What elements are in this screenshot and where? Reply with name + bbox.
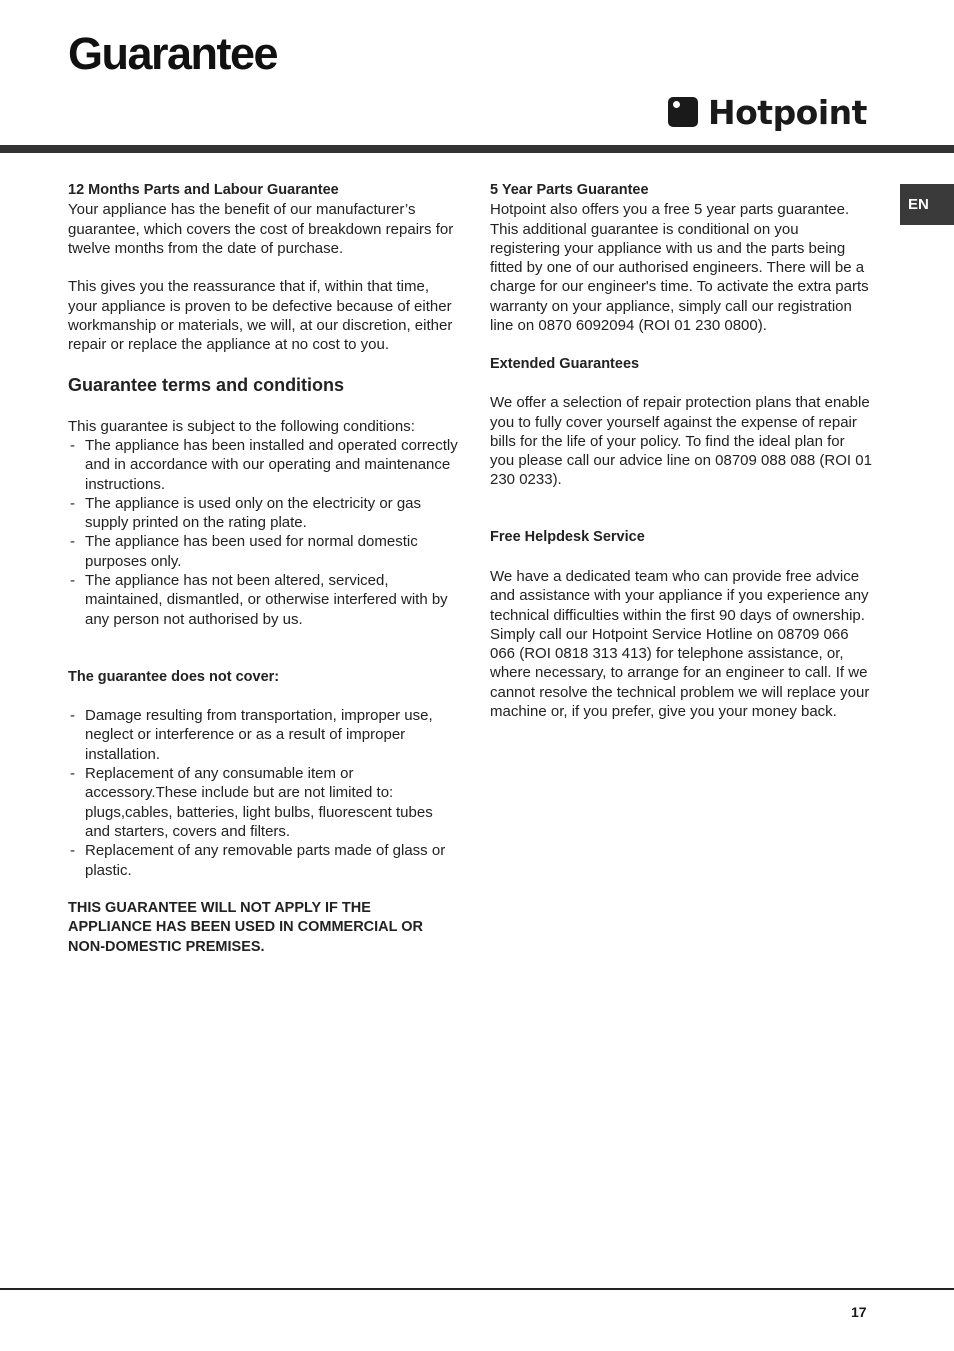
five-year-paragraph: Hotpoint also offers you a free 5 year parts guarantee. This additional guarantee is conditional on you registering your appliance with us and the parts being fitted by one of our authorised engineers. There will be a charge for our engineer's time. To activate the extra parts warranty on your appliance, simply call our registration line on 0870 6092094 (ROI 01 230 0800). — [490, 201, 869, 335]
terms-intro: This guarantee is subject to the following conditions: — [68, 417, 415, 435]
parts-labour-paragraph-1: Your appliance has the benefit of our manufacturer’s guarantee, which covers the cost of breakdown repairs for twelve months from the date of purchase. — [68, 201, 454, 257]
list-item: - The appliance has been used for normal domestic purposes only. — [68, 532, 458, 571]
terms-list — [68, 436, 458, 629]
helpdesk-paragraph: We have a dedicated team who can provide free advice and assistance with your appliance if you experience any technical difficulties within the first 90 days of ownership. Simply call our Hotpoint Service Hotline on 08709 066 066 (ROI 0818 313 413) for telephone assistance, or, where necessary, to arrange for an engineer to call. If we cannot resolve the technical problem we will replace your machine or, if you prefer, give you your money back. — [490, 567, 870, 721]
list-item: - Replacement of any removable parts made of glass or plastic. — [68, 841, 458, 880]
right-column — [490, 181, 872, 721]
list-item: - The appliance has not been altered, serviced, maintained, dismantled, or otherwise interfered with by any person not authorised by us. — [68, 571, 458, 629]
list-item: - Damage resulting from transportation, improper use, neglect or interference or as a result of improper installation. — [68, 706, 458, 764]
extended-guarantees-paragraph: We offer a selection of repair protection plans that enable you to fully cover yourself against the expense of repair bills for the life of your policy. To find the ideal plan for you please call our advice line on 08709 088 088 (ROI 01 230 0233). — [490, 394, 872, 489]
brand-name: Hotpoint — [708, 92, 867, 132]
list-item: - The appliance has been installed and operated correctly and in accordance with our operating and maintenance instructions. — [68, 436, 458, 494]
header-divider — [0, 145, 954, 153]
page-title: Guarantee — [68, 28, 278, 79]
not-cover-heading: The guarantee does not cover: — [68, 668, 280, 685]
list-item: - The appliance is used only on the electricity or gas supply printed on the rating plate. — [68, 494, 458, 533]
brand-logo — [668, 92, 867, 132]
list-item: - Replacement of any consumable item or accessory.These include but are not limited to: plugs,cables, batteries, light bulbs, fluorescent tubes and starters, covers and filters. — [68, 764, 458, 841]
commercial-use-warning: THIS GUARANTEE WILL NOT APPLY IF THE APPLIANCE HAS BEEN USED IN COMMERCIAL OR NON-DOMESTIC PREMISES. — [68, 900, 424, 955]
page-number: 17 — [851, 1304, 867, 1320]
parts-labour-heading: 12 Months Parts and Labour Guarantee — [68, 182, 339, 198]
not-cover-list — [68, 706, 458, 880]
footer-divider — [0, 1288, 954, 1290]
hotpoint-logo-icon — [668, 97, 698, 127]
extended-guarantees-heading: Extended Guarantees — [490, 355, 640, 372]
language-tab: EN — [900, 184, 954, 225]
parts-labour-paragraph-2: This gives you the reassurance that if, within that time, your appliance is proven to be defective because of either workmanship or materials, we will, at our discretion, either repair or replace the appliance at no cost to you. — [68, 278, 453, 354]
terms-heading: Guarantee terms and conditions — [68, 374, 345, 395]
left-column — [68, 181, 458, 957]
helpdesk-heading: Free Helpdesk Service — [490, 529, 645, 546]
five-year-heading: 5 Year Parts Guarantee — [490, 182, 649, 198]
